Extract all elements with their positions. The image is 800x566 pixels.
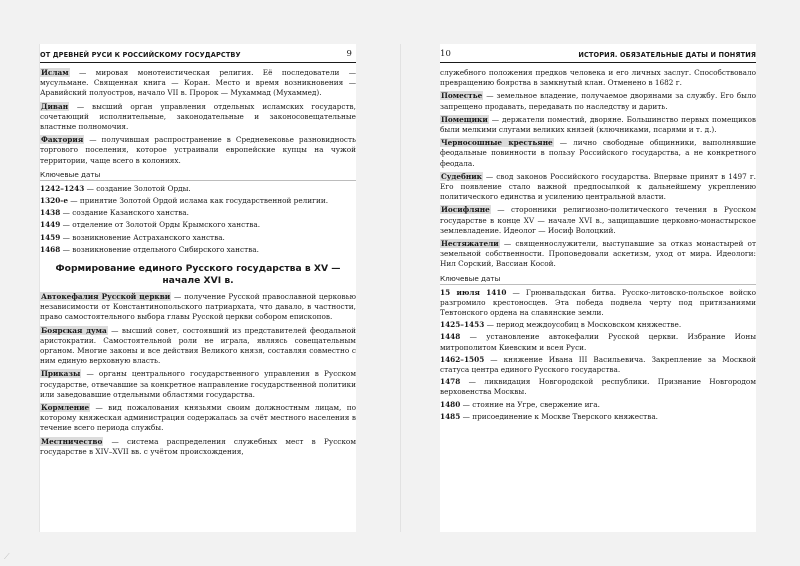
date-value: 1425–1453 [440, 320, 485, 330]
left-top-entries [40, 68, 356, 166]
date-entry [440, 288, 756, 319]
date-value: 15 июля 1410 [440, 287, 507, 297]
glossary-definition: — органы центрального государственного управления в Русском государстве, отвечавшие за конкретное направление государственной политики или заведовавшие отдельными областями государства. [40, 369, 356, 399]
date-description: — создание Золотой Орды. [84, 183, 191, 193]
date-entry [440, 400, 756, 410]
date-entry [40, 245, 356, 255]
date-description: — возникновение отдельного Сибирского ханства. [60, 244, 259, 254]
glossary-entry [440, 205, 756, 236]
right-dates-label: Ключевые даты [440, 274, 756, 285]
date-description: — возникновение Астраханского ханства. [60, 232, 225, 242]
left-page-body [40, 68, 356, 460]
glossary-term: Иосифляне [441, 205, 490, 215]
date-description: — присоединение к Москве Тверского княжества. [460, 411, 658, 421]
date-value: 1449 [40, 220, 61, 230]
date-entry [40, 220, 356, 230]
left-running-head [40, 49, 356, 63]
right-running-title: ИСТОРИЯ. ОБЯЗАТЕЛЬНЫЕ ДАТЫ И ПОНЯТИЯ [578, 51, 756, 59]
glossary-entry [440, 91, 756, 111]
glossary-definition: — держатели поместий, дворяне. Большинство первых помещиков были мелкими слугами великих князей (ключниками, псарями и т. д.). [440, 114, 756, 135]
glossary-term: Кормление [41, 403, 90, 413]
glossary-entry [40, 326, 356, 367]
glossary-entry [40, 135, 356, 166]
continuation-text: служебного положения предков человека и его личных заслуг. Способствовало превращению боярства в замкнутый клан. Отменено в 1682 г. [440, 68, 756, 88]
glossary-term: Нестяжатели [441, 239, 499, 249]
date-value: 1485 [440, 411, 461, 421]
date-description: — отделение от Золотой Орды Крымского ханства. [60, 220, 261, 230]
date-entry [440, 320, 756, 330]
glossary-definition: — священнослужители, выступавшие за отказ монастырей от земельной собственности. Проповедовали аскетизм, уход от мира. Идеологи: Нил Сорский, Вассиан Косой. [440, 239, 756, 269]
glossary-definition: — мировая монотеистическая религия. Её последователи — мусульмане. Священная книга — Коран. Место и время возникновения — Аравийский полуостров, начало VII в. Пророк — Мухаммад (Мухаммед). [40, 68, 356, 98]
glossary-entry [40, 102, 356, 133]
date-value: 1480 [440, 399, 461, 409]
glossary-entry [40, 68, 356, 99]
glossary-term: Ислам [41, 68, 69, 77]
left-page-number: 9 [346, 49, 352, 59]
glossary-term: Местничество [41, 436, 103, 446]
date-entry [440, 377, 756, 397]
date-description: — период междоусобиц в Московском княжестве. [484, 320, 682, 330]
glossary-definition: — получившая распространение в Средневековье разновидность торгового поселения, которое устраивали европейские купцы на чужой территории, чаще всего в колониях. [40, 135, 356, 165]
glossary-entry [440, 138, 756, 169]
glossary-term: Боярская дума [41, 325, 107, 335]
date-value: 1459 [40, 232, 61, 242]
date-value: 1478 [440, 377, 461, 387]
date-description: — Грюнвальдская битва. Русско-литовско-польское войско разгромило крестоносцев. Эта победа подвела черту под притязаниями Тевтонского ордена на славянские земли. [440, 287, 756, 318]
date-value: 1468 [40, 244, 61, 254]
date-entry [40, 196, 356, 206]
left-running-title: ОТ ДРЕВНЕЙ РУСИ К РОССИЙСКОМУ ГОСУДАРСТВУ [40, 51, 241, 59]
date-description: — принятие Золотой Ордой ислама как государственной религии. [67, 196, 329, 206]
date-value: 1462–1505 [440, 354, 485, 364]
glossary-entry [440, 239, 756, 270]
left-bottom-entries [40, 292, 356, 457]
glossary-term: Автокефалия Русской церкви [41, 292, 171, 302]
glossary-term: Фактория [41, 135, 84, 145]
glossary-term: Черносошные крестьяне [441, 138, 553, 148]
date-entry [440, 412, 756, 422]
date-description: — стояние на Угре, свержение ига. [460, 399, 600, 409]
date-entry [40, 208, 356, 218]
glossary-entry [40, 292, 356, 323]
date-description: — ликвидация Новгородской республики. Признание Новгородом верховенства Москвы. [440, 377, 756, 397]
corner-mark-icon: ⟋ [4, 552, 10, 561]
date-value: 1320-е [40, 196, 68, 206]
date-description: — княжение Ивана III Васильевича. Закрепление за Москвой статуса центра единого Русского государства. [440, 354, 756, 375]
date-entry [40, 233, 356, 243]
glossary-term: Диван [41, 101, 69, 111]
glossary-term: Помещики [441, 114, 488, 124]
glossary-definition: — вид пожалования князьями своим должностным лицам, по которому княжеская администрация содержалась за счёт местного населения в течение всего периода службы. [40, 403, 356, 433]
glossary-definition: — земельное владение, получаемое дворянами за службу. Его было запрещено продавать, передавать по наследству и дарить. [440, 91, 756, 111]
date-entry [40, 184, 356, 194]
glossary-definition: — высший совет, состоявший из представителей феодальной аристократии. Самостоятельной роли не играла, являясь совещательным органом. Многие законы и все действия Великого князя, составляя совместно с ним единую верховную власть. [40, 325, 356, 366]
right-running-head [440, 49, 756, 63]
glossary-definition: — свод законов Российского государства. Впервые принят в 1497 г. Его появление стало важной предпосылкой к дальнейшему укреплению политического единства и усилению центральной власти. [440, 171, 756, 202]
right-dates-list [440, 288, 756, 422]
date-entry [440, 332, 756, 352]
date-value: 1438 [40, 208, 61, 218]
glossary-definition: — система распределения служебных мест в Русском государстве в XIV–XVII вв. с учётом происхождения, [40, 436, 356, 456]
left-dates-label: Ключевые даты [40, 170, 356, 181]
glossary-definition: — высший орган управления отдельных исламских государств, сочетающий исполнительные, законодательные и законосовещательные властные полномочия. [40, 101, 356, 132]
glossary-term: Поместье [441, 91, 483, 101]
glossary-entry [440, 172, 756, 203]
glossary-definition: — лично свободные общинники, выполнявшие феодальные повинности в пользу Российского государства, а не конкретного феодала. [440, 138, 756, 168]
date-description: — создание Казанского ханства. [60, 208, 189, 218]
right-entries [440, 91, 756, 269]
glossary-term: Приказы [41, 369, 81, 379]
glossary-entry [40, 403, 356, 434]
date-value: 1448 [440, 332, 461, 342]
date-description: — установление автокефалии Русской церкви. Избрание Ионы митрополитом Киевским и всея Руси. [440, 332, 756, 352]
right-page [440, 44, 756, 532]
glossary-entry [440, 115, 756, 135]
glossary-term: Судебник [441, 171, 482, 181]
date-value: 1242–1243 [40, 183, 85, 193]
section-heading: Формирование единого Русского государства в XV — начале XVI в. [55, 263, 341, 286]
date-entry [440, 355, 756, 375]
glossary-definition: — получение Русской православной церковью независимости от Константинопольского патриархата, что давало, в частности, право самостоятельного выбора главы Русской церкви собором епископов. [40, 292, 356, 322]
right-page-body [440, 68, 756, 424]
glossary-definition: — сторонники религиозно-политического течения в Русском государстве в конце XV — начале XVI в., защищавшие церковно-монастырское землевладение. Идеолог — Иосиф Волоцкий. [440, 205, 756, 235]
glossary-entry [40, 437, 356, 457]
left-page [40, 44, 356, 532]
right-page-number: 10 [440, 49, 452, 59]
glossary-entry [40, 369, 356, 400]
left-dates-list [40, 184, 356, 255]
book-gutter [400, 44, 401, 532]
